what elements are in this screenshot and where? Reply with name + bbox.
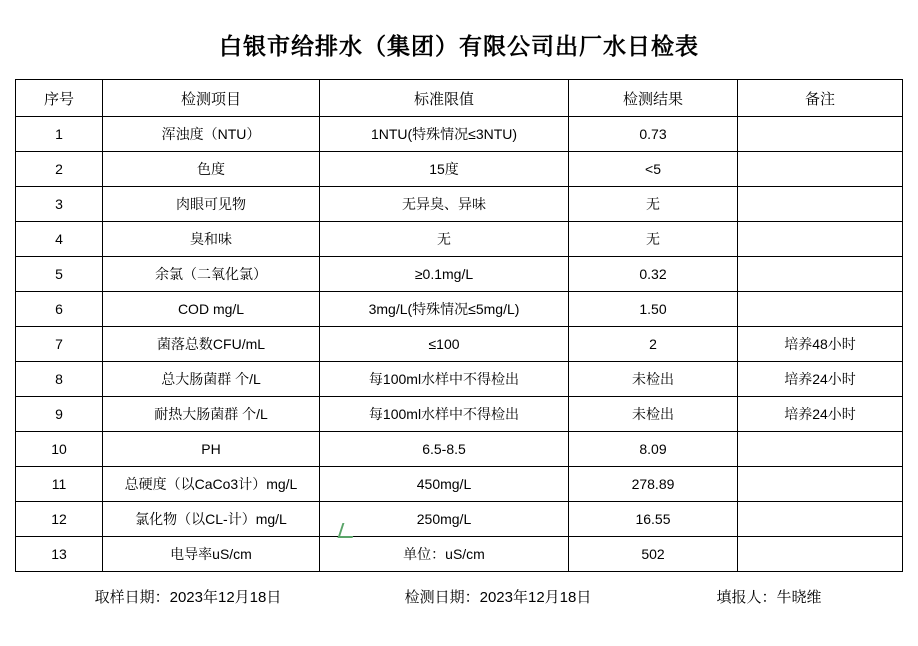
cell-result: 502 <box>569 537 738 572</box>
cell-limit: ≤100 <box>320 327 569 362</box>
column-header-limit: 标准限值 <box>320 80 569 117</box>
cell-note <box>738 152 903 187</box>
cell-note <box>738 467 903 502</box>
cell-limit: 无异臭、异味 <box>320 187 569 222</box>
table-row <box>16 257 903 292</box>
table-body <box>16 117 903 572</box>
cell-limit: 250mg/L <box>320 502 569 537</box>
table-header-row <box>16 80 903 117</box>
water-quality-table <box>15 79 903 572</box>
cell-result: 1.50 <box>569 292 738 327</box>
table-row <box>16 222 903 257</box>
cell-item: 电导率uS/cm <box>103 537 320 572</box>
table-row <box>16 362 903 397</box>
cell-note <box>738 117 903 152</box>
table-row <box>16 502 903 537</box>
cell-no: 10 <box>16 432 103 467</box>
cell-limit: ≥0.1mg/L <box>320 257 569 292</box>
cell-result: <5 <box>569 152 738 187</box>
cell-note: 培养48小时 <box>738 327 903 362</box>
reporter-name: 填报人：牛晓维 <box>716 589 822 606</box>
cell-limit: 无 <box>320 222 569 257</box>
cell-limit: 15度 <box>320 152 569 187</box>
column-header-no: 序号 <box>16 80 103 117</box>
cell-result: 无 <box>569 222 738 257</box>
cell-no: 7 <box>16 327 103 362</box>
cell-limit: 3mg/L(特殊情况≤5mg/L) <box>320 292 569 327</box>
cell-item: 色度 <box>103 152 320 187</box>
table-row <box>16 187 903 222</box>
cell-note <box>738 502 903 537</box>
test-date: 检测日期：2023年12月18日 <box>404 589 592 606</box>
cell-limit: 6.5-8.5 <box>320 432 569 467</box>
cell-item: 臭和味 <box>103 222 320 257</box>
cell-item: 总硬度（以CaCo3计）mg/L <box>103 467 320 502</box>
table-row <box>16 292 903 327</box>
cell-no: 5 <box>16 257 103 292</box>
cell-result: 未检出 <box>569 362 738 397</box>
cell-limit: 1NTU(特殊情况≤3NTU) <box>320 117 569 152</box>
sampling-date: 取样日期：2023年12月18日 <box>94 589 282 606</box>
cell-limit: 每100ml水样中不得检出 <box>320 397 569 432</box>
table-row <box>16 117 903 152</box>
cell-result: 8.09 <box>569 432 738 467</box>
cell-item: 菌落总数CFU/mL <box>103 327 320 362</box>
cell-result: 0.73 <box>569 117 738 152</box>
cell-no: 8 <box>16 362 103 397</box>
cell-note: 培养24小时 <box>738 362 903 397</box>
cell-note <box>738 257 903 292</box>
table-row <box>16 397 903 432</box>
document-footer <box>38 586 880 607</box>
column-header-item: 检测项目 <box>103 80 320 117</box>
cell-result: 无 <box>569 187 738 222</box>
cell-item: 耐热大肠菌群 个/L <box>103 397 320 432</box>
cell-limit: 450mg/L <box>320 467 569 502</box>
cell-no: 6 <box>16 292 103 327</box>
cell-item: 总大肠菌群 个/L <box>103 362 320 397</box>
column-header-note: 备注 <box>738 80 903 117</box>
cell-result: 0.32 <box>569 257 738 292</box>
cell-item: PH <box>103 432 320 467</box>
cell-no: 11 <box>16 467 103 502</box>
cell-no: 3 <box>16 187 103 222</box>
cell-note: 培养24小时 <box>738 397 903 432</box>
cell-no: 2 <box>16 152 103 187</box>
table-row <box>16 432 903 467</box>
table-row <box>16 327 903 362</box>
page-title: 白银市给排水（集团）有限公司出厂水日检表 <box>219 33 699 59</box>
cell-note <box>738 537 903 572</box>
cell-no: 13 <box>16 537 103 572</box>
cell-no: 9 <box>16 397 103 432</box>
cell-note <box>738 292 903 327</box>
cell-no: 4 <box>16 222 103 257</box>
cell-limit: 单位：uS/cm <box>320 537 569 572</box>
table-header <box>16 80 903 117</box>
cell-note <box>738 187 903 222</box>
cell-no: 1 <box>16 117 103 152</box>
cell-result: 16.55 <box>569 502 738 537</box>
table-row <box>16 152 903 187</box>
cell-item: 浑浊度（NTU） <box>103 117 320 152</box>
cell-note <box>738 432 903 467</box>
cell-result: 2 <box>569 327 738 362</box>
cell-item: 肉眼可见物 <box>103 187 320 222</box>
table-row <box>16 467 903 502</box>
table-row <box>16 537 903 572</box>
column-header-result: 检测结果 <box>569 80 738 117</box>
cell-no: 12 <box>16 502 103 537</box>
cell-item: 氯化物（以CL-计）mg/L <box>103 502 320 537</box>
cell-result: 未检出 <box>569 397 738 432</box>
cell-item: COD mg/L <box>103 292 320 327</box>
cell-note <box>738 222 903 257</box>
cell-result: 278.89 <box>569 467 738 502</box>
cell-item: 余氯（二氧化氯） <box>103 257 320 292</box>
cell-limit: 每100ml水样中不得检出 <box>320 362 569 397</box>
